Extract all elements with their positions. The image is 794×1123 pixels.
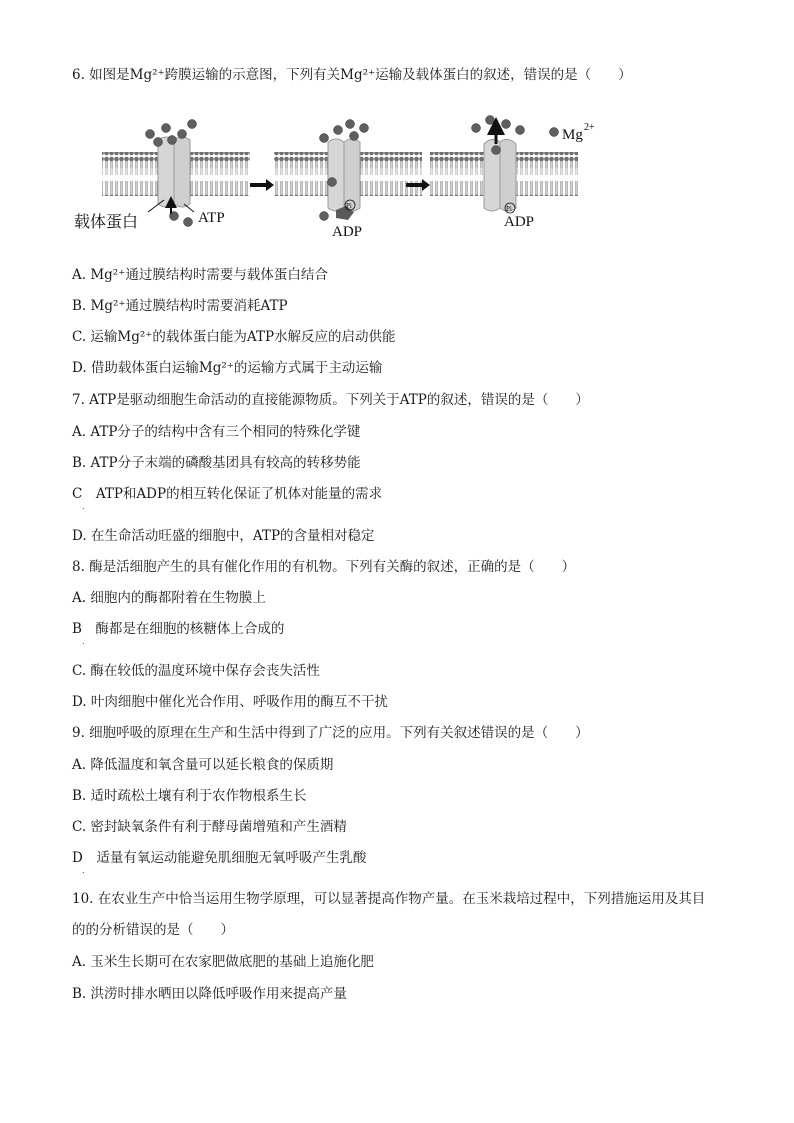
q7-option-b: B. ATP分子末端的磷酸基团具有较高的转移势能	[72, 455, 361, 471]
q8-option-b: B 酶都是在细胞的核糖体上合成的	[72, 621, 285, 637]
membrane-panel-3	[430, 116, 578, 212]
membrane-panel-1	[102, 120, 250, 227]
label-mg: Mg	[562, 127, 583, 143]
label-carrier-protein: 载体蛋白	[74, 214, 139, 231]
q8-option-c: C. 酶在较低的温度环境中保存会丧失活性	[72, 663, 320, 679]
q7-stem: 7. ATP是驱动细胞生命活动的直接能源物质。下列关于ATP的叙述，错误的是（ ）	[72, 392, 589, 408]
label-mg-charge: 2+	[584, 122, 595, 133]
q8-option-d: D. 叶肉细胞中催化光合作用、呼吸作用的酶互不干扰	[72, 694, 388, 710]
q8-stem: 8. 酶是活细胞产生的具有催化作用的有机物。下列有关酶的叙述，正确的是（ ）	[72, 559, 576, 575]
label-pi-2: Pi	[506, 205, 512, 213]
q7-option-d: D. 在生命活动旺盛的细胞中，ATP的含量相对稳定	[72, 528, 375, 544]
q9-stem: 9. 细胞呼吸的原理在生产和生活中得到了广泛的应用。下列有关叙述错误的是（ ）	[72, 725, 589, 741]
mg-transport-figure	[74, 112, 614, 242]
q9-option-b: B. 适时疏松土壤有利于农作物根系生长	[72, 788, 307, 804]
label-atp: ATP	[198, 210, 225, 226]
q6-option-c: C. 运输Mg²⁺的载体蛋白能为ATP水解反应的启动供能	[72, 329, 396, 345]
q7-option-a: A. ATP分子的结构中含有三个相同的特殊化学键	[72, 424, 361, 440]
q8-option-a: A. 细胞内的酶都附着在生物膜上	[72, 590, 266, 606]
q9-option-c: C. 密封缺氧条件有利于酵母菌增殖和产生酒精	[72, 819, 347, 835]
q6-option-a: A. Mg²⁺通过膜结构时需要与载体蛋白结合	[72, 267, 328, 283]
q10-option-b: B. 洪涝时排水晒田以降低呼吸作用来提高产量	[72, 986, 348, 1002]
q10-stem-line-1: 10. 在农业生产中恰当运用生物学原理，可以显著提高作物产量。在玉米栽培过程中，下列措施运用及其目	[72, 891, 706, 907]
q6-stem: 6. 如图是Mg²⁺跨膜运输的示意图，下列有关Mg²⁺运输及载体蛋白的叙述，错误的是（ ）	[72, 67, 632, 83]
option-marker-dot: .	[82, 502, 85, 511]
q10-stem-line-2: 的的分析错误的是（ ）	[72, 922, 234, 938]
q9-option-d: D 适量有氧运动能避免肌细胞无氧呼吸产生乳酸	[72, 850, 367, 866]
option-marker-dot: .	[82, 866, 85, 875]
option-marker-dot: .	[82, 637, 85, 646]
q7-option-c: C ATP和ADP的相互转化保证了机体对能量的需求	[72, 486, 383, 502]
q6-option-b: B. Mg²⁺通过膜结构时需要消耗ATP	[72, 298, 288, 314]
q6-option-d: D. 借助载体蛋白运输Mg²⁺的运输方式属于主动运输	[72, 360, 383, 376]
label-adp-2: ADP	[504, 214, 535, 230]
label-pi-1: Pi	[346, 202, 352, 210]
q10-option-a: A. 玉米生长期可在农家肥做底肥的基础上追施化肥	[72, 954, 374, 970]
label-adp-1: ADP	[332, 224, 363, 240]
q9-option-a: A. 降低温度和氧含量可以延长粮食的保质期	[72, 757, 334, 773]
